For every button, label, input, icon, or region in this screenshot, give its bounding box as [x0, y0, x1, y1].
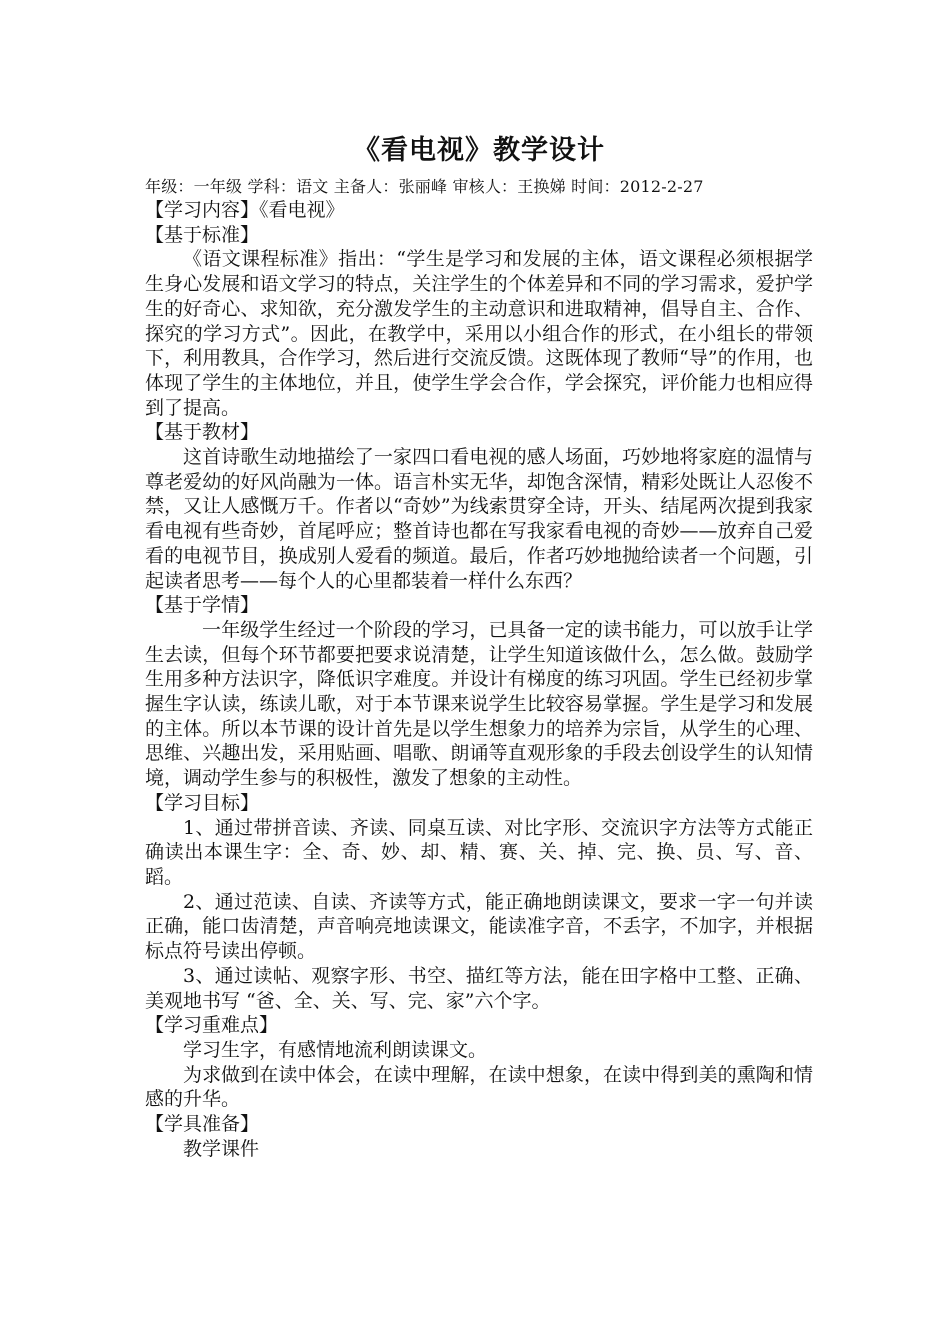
- document-meta-line: 年级：一年级 学科：语文 主备人：张丽峰 审核人：王换娣 时间：2012-2-27: [145, 177, 704, 196]
- section-heading-materials: 【学具准备】: [145, 1113, 260, 1136]
- key-point-item-2: 为求做到在读中体会，在读中理解，在读中想象，在读中得到美的熏陶和情感的升华。: [145, 1063, 813, 1111]
- paragraph-materials: 教学课件: [183, 1137, 260, 1160]
- section-heading-learners: 【基于学情】: [145, 594, 260, 617]
- learning-content-line: 【学习内容】《看电视》: [145, 199, 345, 221]
- document-title: 《看电视》教学设计: [353, 135, 605, 166]
- paragraph-learners: 一年级学生经过一个阶段的学习，已具备一定的读书能力，可以放手让学生去读，但每个环节都要把要求说清楚，让学生知道该做什么，怎么做。鼓励学生用多种方法识字，降低识字难度。并设计有梯度的练习巩固。学生已经初步掌握生字认读，练读儿歌，对于本节课来说学生比较容易掌握。学生是学习和发展的主体。所以本节课的设计首先是以学生想象力的培养为宗旨，从学生的心理、思维、兴趣出发，采用贴画、唱歌、朗诵等直观形象的手段去创设学生的认知情境，调动学生参与的积极性，激发了想象的主动性。: [145, 618, 813, 790]
- key-point-item-1: 学习生字，有感情地流利朗读课文。: [183, 1038, 488, 1061]
- section-heading-key-points: 【学习重难点】: [145, 1014, 279, 1037]
- section-heading-objectives: 【学习目标】: [145, 791, 260, 814]
- document-page: [145, 133, 813, 1161]
- objective-item-2: 2、通过范读、自读、齐读等方式，能正确地朗读课文，要求一字一句并读正确，能口齿清楚，声音响亮地读课文，能读准字音，不丢字，不加字，并根据标点符号读出停顿。: [145, 890, 813, 963]
- objective-item-3: 3、通过读帖、观察字形、书空、描红等方法，能在田字格中工整、正确、美观地书写 “爸、全、关、写、完、家”六个字。: [145, 964, 813, 1012]
- section-heading-textbook: 【基于教材】: [145, 421, 260, 444]
- paragraph-standard: 《语文课程标准》指出：“学生是学习和发展的主体，语文课程必须根据学生身心发展和语文学习的特点，关注学生的个体差异和不同的学习需求，爱护学生的好奇心、求知欲，充分激发学生的主动意识和进取精神，倡导自主、合作、探究的学习方式”。因此，在教学中，采用以小组合作的形式，在小组长的带领下，利用教具，合作学习，然后进行交流反馈。这既体现了教师“导”的作用，也体现了学生的主体地位，并且，使学生学会合作，学会探究，评价能力也相应得到了提高。: [145, 248, 813, 419]
- section-heading-standard: 【基于标准】: [145, 223, 260, 246]
- objective-item-1: 1、通过带拼音读、齐读、同桌互读、对比字形、交流识字方法等方式能正确读出本课生字：全、奇、妙、却、精、赛、关、掉、完、换、员、写、音、蹈。: [145, 816, 813, 888]
- paragraph-textbook: 这首诗歌生动地描绘了一家四口看电视的感人场面，巧妙地将家庭的温情与尊老爱幼的好风尚融为一体。语言朴实无华，却饱含深情，精彩处既让人忍俊不禁，又让人感慨万千。作者以“奇妙”为线索贯穿全诗，开头、结尾两次提到我家看电视有些奇妙，首尾呼应；整首诗也都在写我家看电视的奇妙——放弃自己爱看的电视节目，换成别人爱看的频道。最后，作者巧妙地抛给读者一个问题，引起读者思考——每个人的心里都装着一样什么东西？: [145, 446, 813, 592]
